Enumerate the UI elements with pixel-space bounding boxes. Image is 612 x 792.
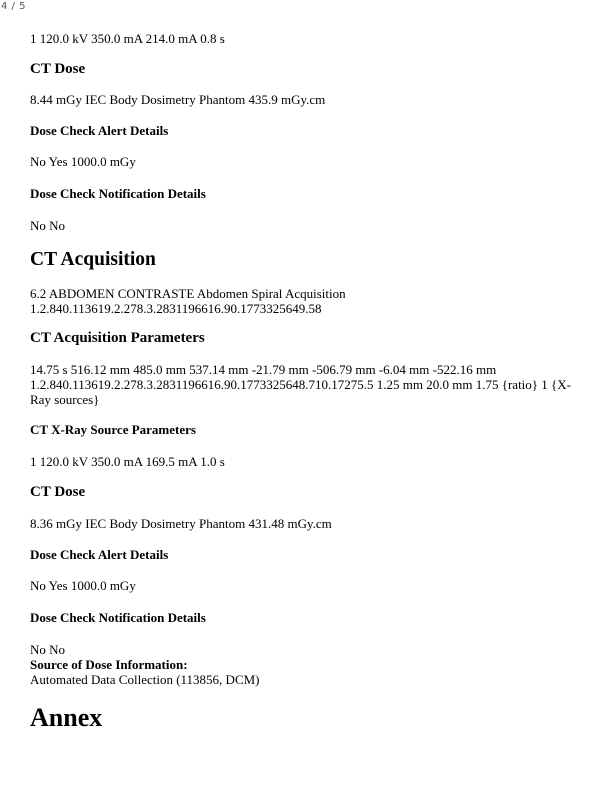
annex-heading: Annex [30, 703, 103, 732]
dose-check-notification-values-1: No No [30, 218, 66, 233]
dose-check-alert-heading-2: Dose Check Alert Details [30, 547, 169, 562]
ct-dose-heading-1: CT Dose [30, 61, 86, 77]
xray-source-values-2: 1 120.0 kV 350.0 mA 169.5 mA 1.0 s [30, 454, 225, 469]
page-indicator: 4 / 5 [1, 1, 26, 12]
dose-check-notification-heading-2: Dose Check Notification Details [30, 610, 206, 625]
ct-acquisition-parameters-heading: CT Acquisition Parameters [30, 330, 205, 346]
source-of-dose-value: Automated Data Collection (113856, DCM) [30, 672, 260, 687]
dose-check-alert-heading-1: Dose Check Alert Details [30, 123, 169, 138]
source-of-dose-label: Source of Dose Information: [30, 657, 188, 672]
dose-check-notification-values-2: No No [30, 642, 66, 657]
ct-acquisition-values [30, 286, 582, 316]
dose-check-notification-block-2 [30, 642, 582, 687]
ct-acquisition-parameters-values: 14.75 s 516.12 mm 485.0 mm 537.14 mm -21.79 mm -506.79 mm -6.04 mm -522.16 mm 1.2.840.113619.2.278.3.2831196616.90.1773325648.710.17275.5 1.25 mm 20.0 mm 1.75 {ratio} 1 {X-Ray sources} [30, 362, 571, 407]
dose-check-alert-values-2: No Yes 1000.0 mGy [30, 578, 136, 593]
dose-check-alert-values-1: No Yes 1000.0 mGy [30, 154, 136, 169]
dose-check-notification-heading-1: Dose Check Notification Details [30, 186, 206, 201]
ct-acquisition-protocol: 6.2 ABDOMEN CONTRASTE Abdomen Spiral Acquisition [30, 286, 346, 301]
ct-acquisition-uid: 1.2.840.113619.2.278.3.2831196616.90.1773325649.58 [30, 301, 322, 316]
ct-dose-heading-2: CT Dose [30, 484, 86, 500]
ct-acquisition-heading: CT Acquisition [30, 249, 156, 270]
xray-source-values-1: 1 120.0 kV 350.0 mA 214.0 mA 0.8 s [30, 31, 225, 46]
ct-xray-source-parameters-heading: CT X-Ray Source Parameters [30, 422, 196, 437]
ct-dose-values-2: 8.36 mGy IEC Body Dosimetry Phantom 431.48 mGy.cm [30, 516, 332, 531]
ct-dose-values-1: 8.44 mGy IEC Body Dosimetry Phantom 435.9 mGy.cm [30, 92, 326, 107]
